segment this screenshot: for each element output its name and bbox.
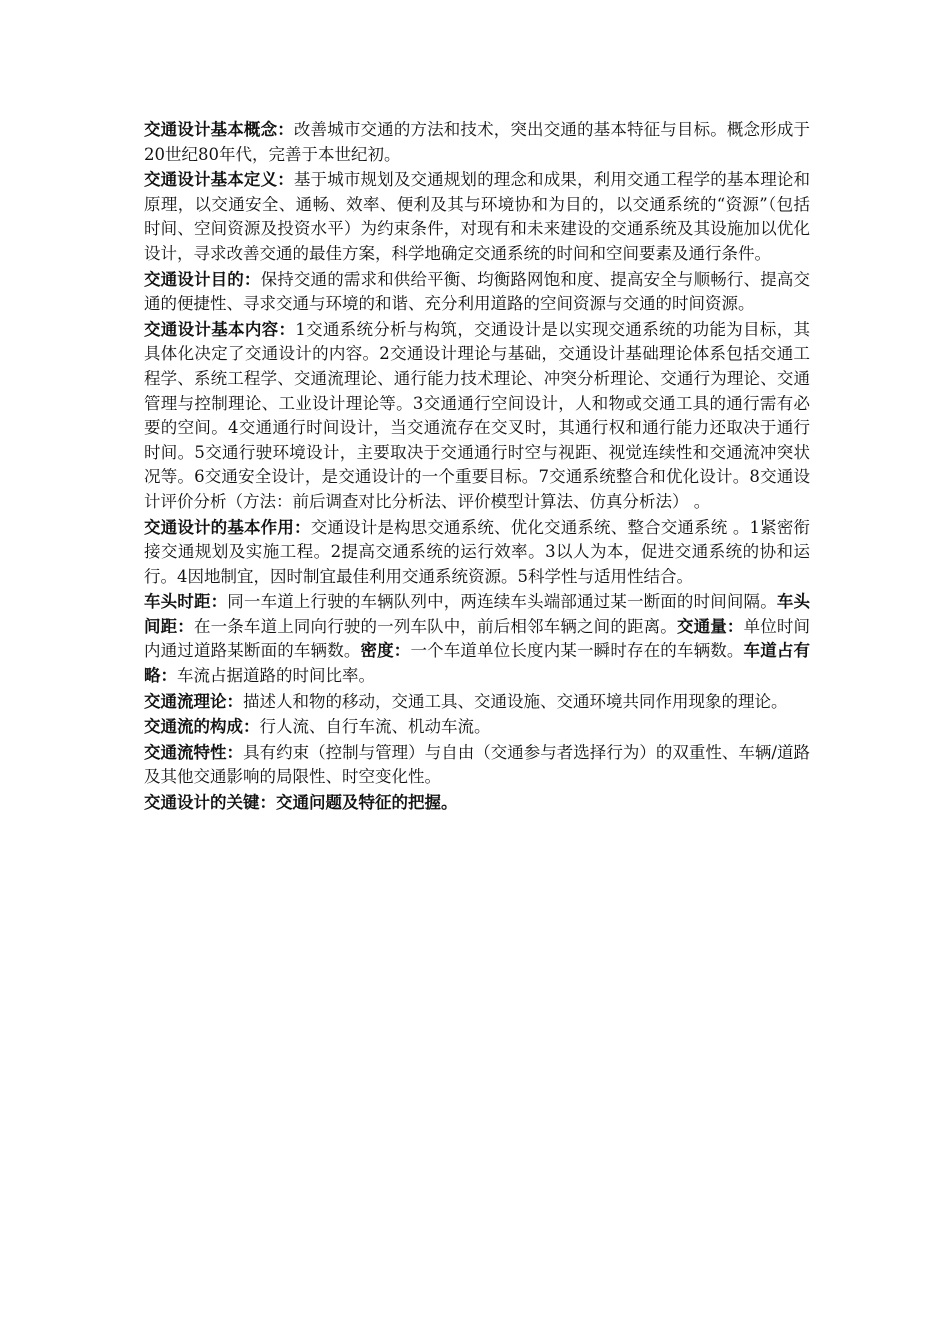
paragraph-text: 改善城市交通的方法和技术，突出交通的基本特征与目标。概念形成于20世纪80年代，完善于本世纪初。 xyxy=(144,120,811,164)
paragraph-text: 保持交通的需求和供给平衡、均衡路网饱和度、提高安全与顺畅行、提高交通的便捷性、寻求交通与环境的和谐、充分利用道路的空间资源与交通的时间资源。 xyxy=(144,269,811,314)
paragraph-traffic-flow-characteristics xyxy=(144,741,810,790)
term-label-traffic-volume: 交通量： xyxy=(676,616,744,636)
paragraph-text: 同一车道上行驶的车辆队列中，两连续车头端部通过某一断面的时间间隔。 xyxy=(227,592,777,612)
key-statement: 交通设计的关键：交通问题及特征的把握。 xyxy=(144,793,458,813)
paragraph-text: 基于城市规划及交通规划的理念和成果，利用交通工程学的基本理论和原理，以交通安全、通畅、效率、便利及其与环境协和为目的，以交通系统的“资源”（包括时间、空间资源及投资水平）为约束条件，对现有和未来建设的交通系统及其设施加以优化设计，寻求改善交通的最佳方案，科学地确定交通系统的时间和空间要素及通行条件。 xyxy=(144,170,811,263)
paragraph-text: 一个车道单位长度内某一瞬时存在的车辆数。 xyxy=(410,641,744,661)
paragraph-design-purpose xyxy=(144,268,810,317)
paragraph-text: 行人流、自行车流、机动车流。 xyxy=(259,717,491,737)
term-label-headway-distance: 车头间距： xyxy=(144,592,811,636)
paragraph-text: 单位时间内通过道路某断面的车辆数。 xyxy=(144,616,811,661)
term-label: 交通设计基本定义： xyxy=(144,170,294,190)
paragraph-traffic-flow-composition xyxy=(144,715,810,740)
paragraph-traffic-parameters xyxy=(144,590,810,688)
paragraph-basic-content xyxy=(144,318,810,515)
paragraph-text: 交通设计是构思交通系统、优化交通系统、整合交通系统 。1紧密衔接交通规划及实施工程。2提高交通系统的运行效率。3以人为本，促进交通系统的协和运行。4因地制宜，因时制宜最佳利用交通系统资源。5科学性与适用性结合。 xyxy=(144,517,810,586)
term-label-lane-occupancy: 车道占有略： xyxy=(144,641,811,686)
paragraph-basic-definition xyxy=(144,168,810,266)
paragraph-text: 具有约束（控制与管理）与自由（交通参与者选择行为）的双重性、车辆/道路及其他交通影响的局限性、时空变化性。 xyxy=(144,742,811,787)
term-label: 交通流的构成： xyxy=(144,717,260,737)
term-label: 交通设计基本概念： xyxy=(144,120,294,139)
paragraph-basic-function xyxy=(144,516,810,590)
term-label: 交通流理论： xyxy=(144,691,243,711)
document-body xyxy=(144,118,810,817)
paragraph-text: 1交通系统分析与构筑，交通设计是以实现交通系统的功能为目标，其具体化决定了交通设计的内容。2交通设计理论与基础，交通设计基础理论体系包括交通工程学、系统工程学、交通流理论、通行能力技术理论、冲突分析理论、交通行为理论、交通管理与控制理论、工业设计理论等。3交通通行空间设计，人和物或交通工具的通行需有必要的空间。4交通通行时间设计，当交通流存在交叉时，其通行权和通行能力还取决于通行时间。5交通行驶环境设计，主要取决于交通通行时空与视距、视觉连续性和交通流冲突状况等。6交通安全设计，是交通设计的一个重要目标。7交通系统整合和优化设计。8交通设计评价分析（方法：前后调查对比分析法、评价模型计算法、仿真分析法） 。 xyxy=(144,319,811,511)
paragraph-basic-concept xyxy=(144,118,810,167)
term-label-density: 密度： xyxy=(360,641,411,661)
term-label-headway-time: 车头时距： xyxy=(144,592,228,612)
paragraph-traffic-flow-theory xyxy=(144,690,810,715)
paragraph-design-key xyxy=(144,791,810,816)
term-label: 交通设计目的： xyxy=(144,269,261,289)
paragraph-text: 在一条车道上同向行驶的一列车队中，前后相邻车辆之间的距离。 xyxy=(193,616,677,636)
term-label: 交通设计基本内容： xyxy=(144,319,296,339)
term-label: 交通设计的基本作用： xyxy=(144,517,311,537)
term-label: 交通流特性： xyxy=(144,742,244,762)
paragraph-text: 车流占据道路的时间比率。 xyxy=(177,666,375,686)
paragraph-text: 描述人和物的移动，交通工具、交通设施、交通环境共同作用现象的理论。 xyxy=(243,691,788,711)
